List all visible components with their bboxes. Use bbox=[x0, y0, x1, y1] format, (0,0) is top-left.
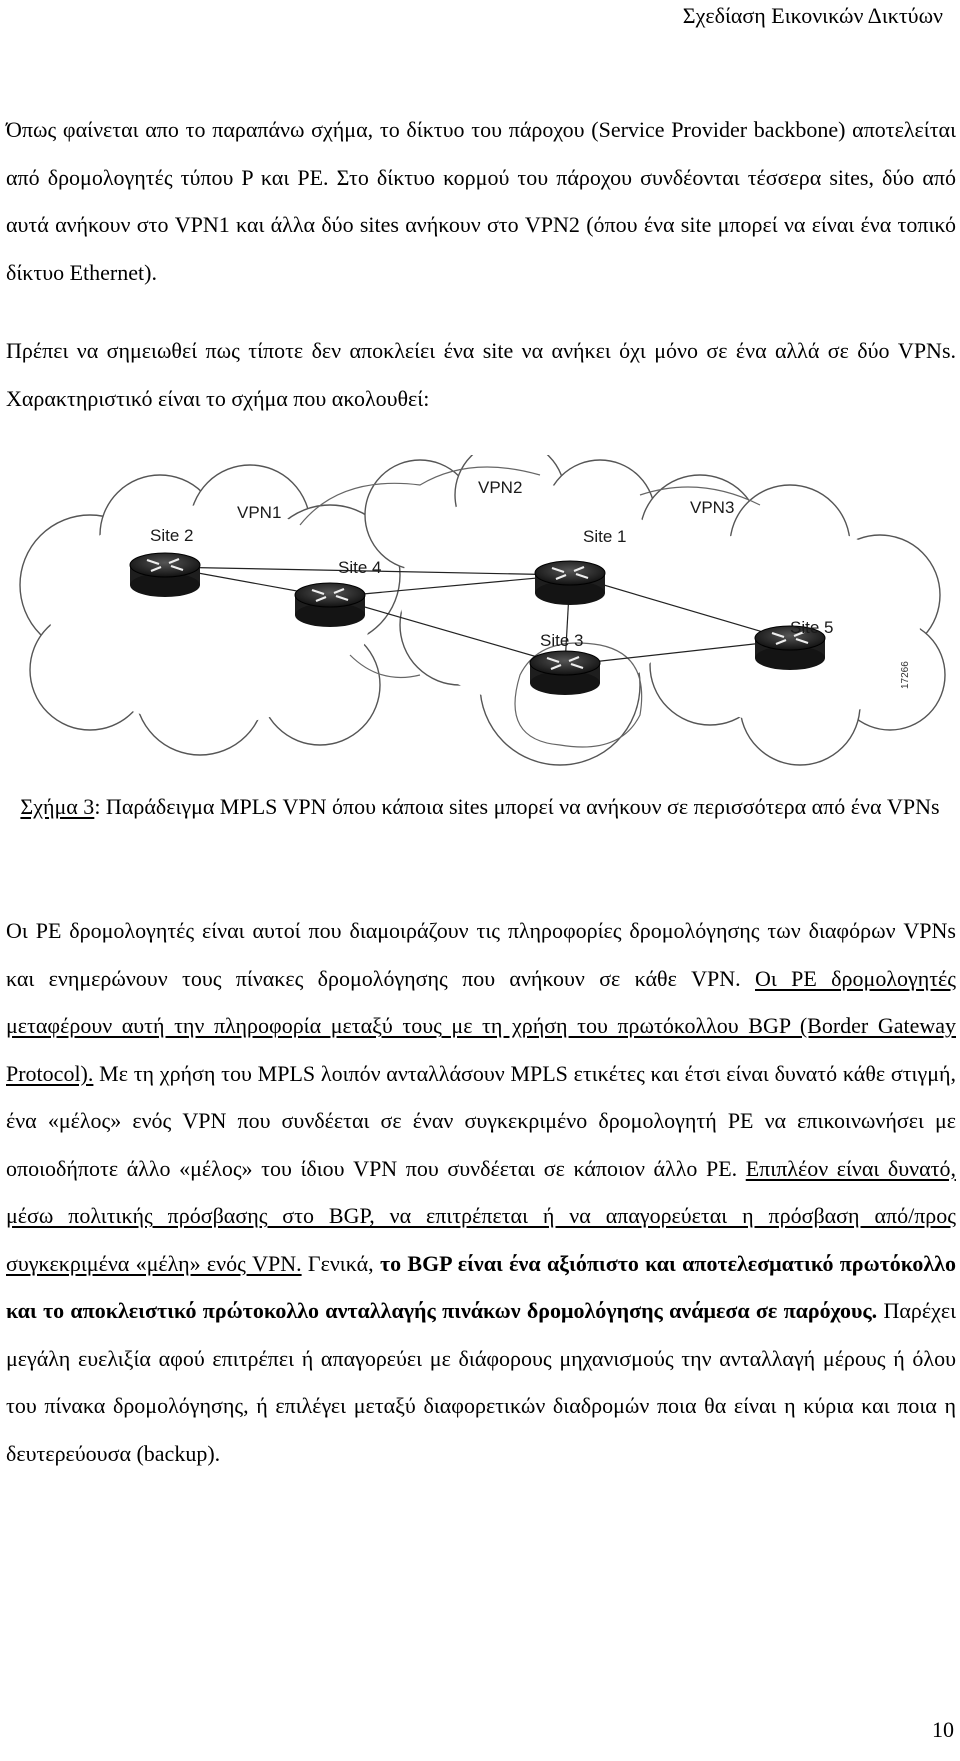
site-2-label: Site 2 bbox=[150, 526, 194, 545]
p3-text-4: Παρέχει μεγάλη ευελιξία αφού επιτρέπει ή απαγορεύει με διάφορους μηχανισμούς την ανταλλαγή μέρους ή όλου του πίνακα δρομολόγησης, ή επιλέγει μεταξύ διαφορετικών διαδρομών ποια θα είναι η κύρια και ποια η δευτερεύουσα (backup). bbox=[6, 1298, 956, 1466]
p3-text-1: Οι PE δρομολογητές είναι αυτοί που διαμοιράζουν τις πληροφορίες δρομολόγησης των διαφόρων VPNs και ενημερώνουν τους πίνακες δρομολόγησης που ανήκουν σε κάθε VPN. bbox=[6, 918, 956, 991]
router-site-4 bbox=[295, 583, 365, 627]
p3-underlined-1: Οι PE δρομολογητές μεταφέρουν αυτή την πληροφορία μεταξύ τους με τη χρήση του πρωτόκολλου BGP (Border Gateway Protocol). bbox=[6, 965, 956, 1086]
site-4-label: Site 4 bbox=[338, 558, 382, 577]
site-3-label: Site 3 bbox=[540, 631, 584, 650]
router-site-1 bbox=[535, 561, 605, 605]
vpn1-label: VPN1 bbox=[237, 503, 282, 522]
p3-underlined-2: Επιπλέον είναι δυνατό, μέσω πολιτικής πρόσβασης στο BGP, να επιτρέπεται ή να απαγορεύεται η πρόσβαση από/προς συγκεκριμένα «μέλη» ενός VPN. bbox=[6, 1155, 956, 1276]
p3-bold: το BGP είναι ένα αξιόπιστο και αποτελεσματικό πρωτόκολλο και το αποκλειστικό πρώτοκολλο ανταλλαγής πινάκων δρομολόγησης ανάμεσα σε παρόχους. bbox=[6, 1250, 956, 1323]
caption-label: Σχήμα 3 bbox=[20, 794, 95, 819]
site-1-label: Site 1 bbox=[583, 527, 627, 546]
p3-text-2: Με τη χρήση του MPLS λοιπόν ανταλλάσουν MPLS ετικέτες και έτσι είναι δυνατό κάθε στιγμή, ένα «μέλος» ενός VPN που συνδέεται σε έναν συγκεκριμένο δρομολογητή PE να επικοινωνήσει με οποιοδήποτε άλλο «μέλος» του ίδιου VPN που συνδέεται σε κάποιον άλλο PE. bbox=[6, 1060, 956, 1181]
page-number: 10 bbox=[932, 1717, 954, 1742]
figure-id: 17266 bbox=[900, 661, 911, 689]
running-header: Σχεδίαση Εικονικών Δικτύων bbox=[682, 3, 943, 28]
vpn2-label: VPN2 bbox=[478, 478, 523, 497]
figure-caption bbox=[0, 791, 960, 822]
paragraph-1: Όπως φαίνεται απο το παραπάνω σχήμα, το δίκτυο του πάροχου (Service Provider backbone) αποτελείται από δρομολογητές τύπου P και PE. Στο δίκτυο κορμού του πάροχου συνδέονται τέσσερα sites, δύο από αυτά ανήκουν στο VPN1 και άλλα δύο sites ανήκουν στο VPN2 (όπου ένα site μπορεί να είναι ένα τοπικό δίκτυο Ethernet). bbox=[6, 117, 956, 285]
paragraph-2: Πρέπει να σημειωθεί πως τίποτε δεν αποκλείει ένα site να ανήκει όχι μόνο σε ένα αλλά σε δύο VPNs. Χαρακτηριστικό είναι το σχήμα που ακολουθεί: bbox=[6, 338, 956, 411]
vpn3-label: VPN3 bbox=[690, 498, 735, 517]
router-site-3 bbox=[530, 651, 600, 695]
caption-text: : Παράδειγμα MPLS VPN όπου κάποια sites μπορεί να ανήκουν σε περισσότερα από ένα VPNs bbox=[94, 794, 940, 819]
site-5-label: Site 5 bbox=[790, 618, 834, 637]
mpls-vpn-figure bbox=[0, 455, 960, 775]
paragraph-3 bbox=[6, 907, 956, 1477]
p3-text-3: Γενικά, bbox=[301, 1250, 380, 1276]
router-site-2 bbox=[130, 553, 200, 597]
